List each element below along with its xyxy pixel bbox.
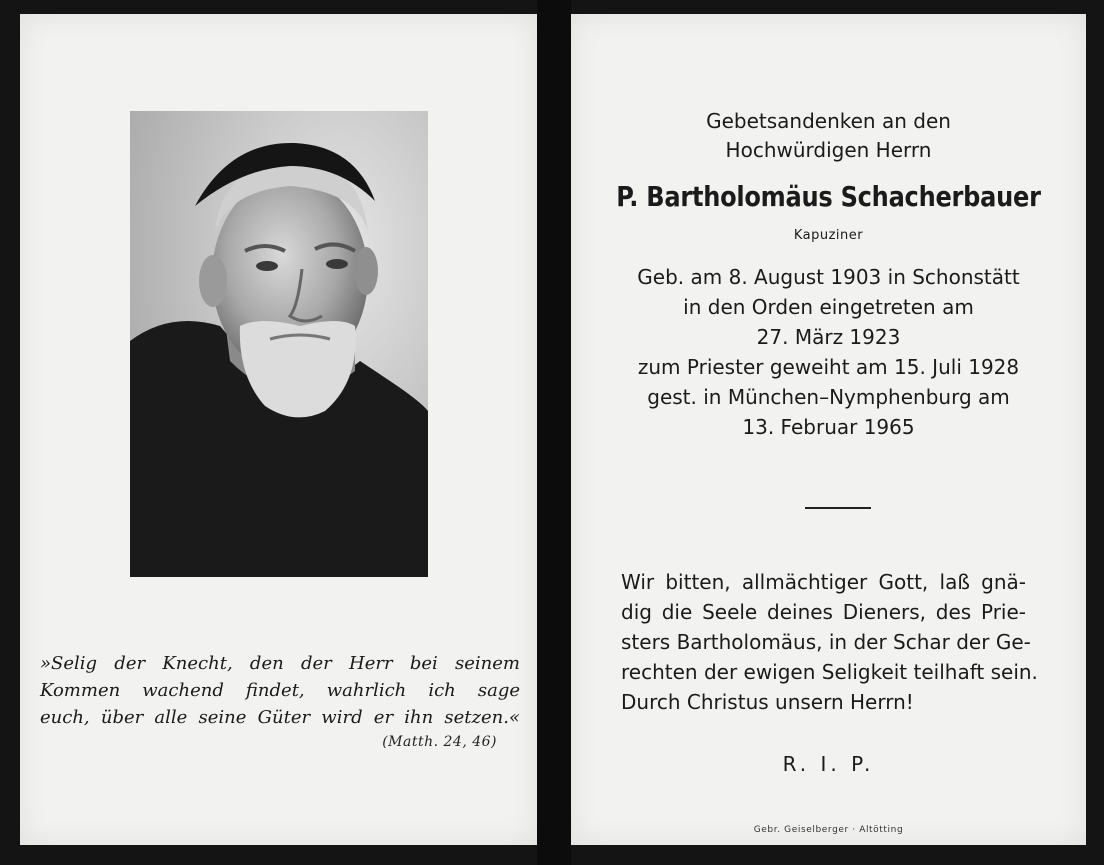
- quote-line: euch, über alle seine Güter wird er ihn setzen.«: [40, 707, 520, 728]
- printer-credit: Gebr. Geiselberger · Altötting: [753, 825, 904, 835]
- card-fold: [537, 0, 571, 865]
- bio-line: 13. Februar 1965: [742, 415, 915, 439]
- divider: [805, 507, 871, 509]
- bio-line: in den Orden eingetreten am: [683, 295, 974, 319]
- prayer-line: sters Bartholomäus, in der Schar der Ge-: [621, 630, 1031, 654]
- prayer-line: Wir bitten, allmächtiger Gott, laß gnä-: [621, 570, 1026, 594]
- bio-line: gest. in München–Nymphenburg am: [647, 385, 1010, 409]
- prayer-line: Durch Christus unsern Herrn!: [621, 690, 914, 714]
- heading-line: Gebetsandenken an den: [706, 109, 951, 133]
- quote-line: »Selig der Knecht, den der Herr bei seinem: [40, 653, 520, 674]
- rip-closing: R. I. P.: [782, 752, 875, 776]
- bio-line: Geb. am 8. August 1903 in Schonstätt: [637, 265, 1020, 289]
- bible-quote: [40, 650, 520, 731]
- biography: [571, 262, 1086, 442]
- right-panel: [571, 14, 1086, 845]
- prayer-line: dig die Seele deines Dieners, des Prie-: [621, 600, 1026, 624]
- heading-line: Hochwürdigen Herrn: [725, 138, 932, 162]
- quote-line: Kommen wachend findet, wahrlich ich sage: [40, 680, 520, 701]
- deceased-name: P. Bartholomäus Schacherbauer: [616, 180, 1041, 213]
- prayer-line: rechten der ewigen Seligkeit teilhaft sein.: [621, 660, 1038, 684]
- left-panel: [20, 14, 537, 845]
- portrait-photo: [130, 111, 428, 577]
- bio-line: 27. März 1923: [756, 325, 901, 349]
- heading: [571, 107, 1086, 165]
- portrait-icon: [130, 111, 428, 577]
- prayer: [621, 567, 1038, 717]
- order-label: Kapuziner: [793, 228, 864, 243]
- quote-reference: (Matth. 24, 46): [382, 734, 497, 750]
- bio-line: zum Priester geweiht am 15. Juli 1928: [637, 355, 1020, 379]
